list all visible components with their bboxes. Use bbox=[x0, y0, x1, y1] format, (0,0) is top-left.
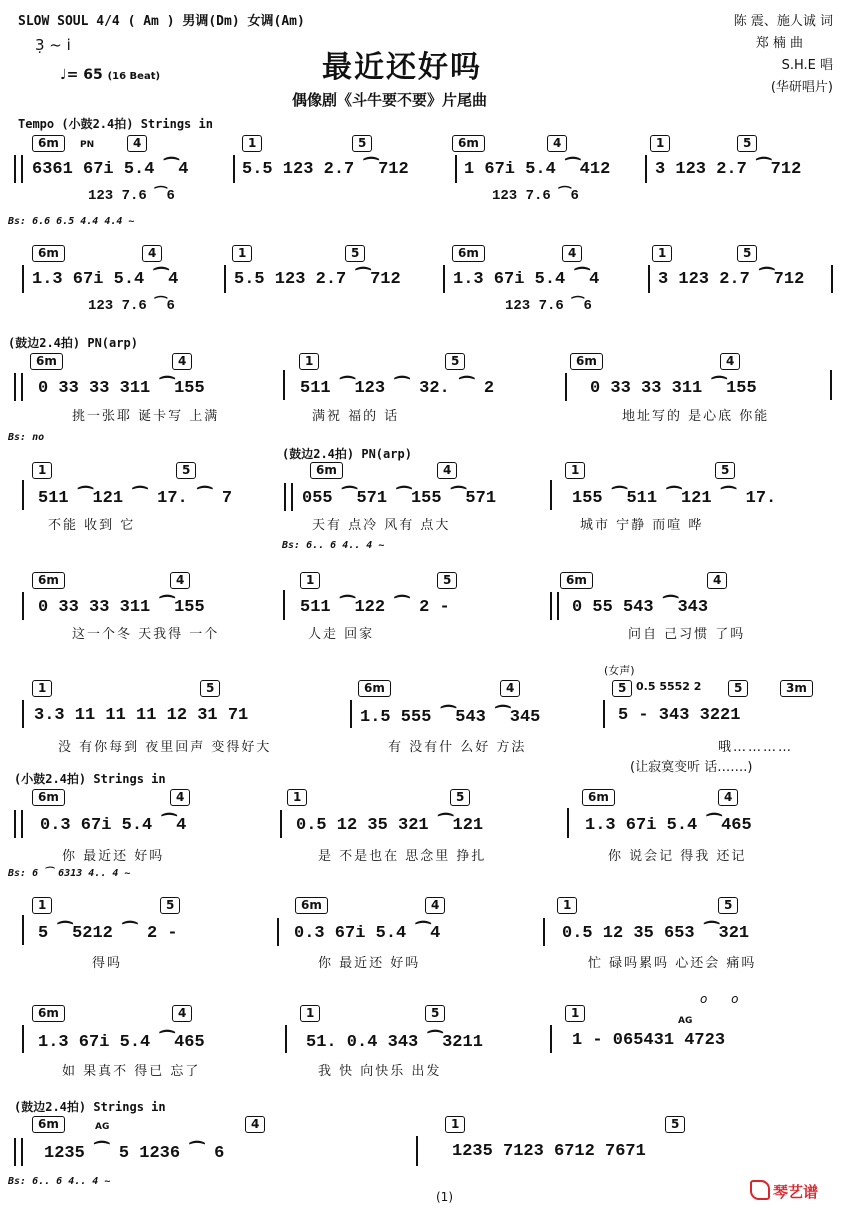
bass-line: Bs: 6.. 6 4.. 4 ~ bbox=[8, 1176, 111, 1187]
lyrics-line: 你 最近还 好吗 bbox=[62, 849, 165, 864]
chord-box: 6m bbox=[452, 245, 485, 262]
chord-box: 1 bbox=[652, 245, 672, 262]
lyrics-line: 满祝 福的 话 bbox=[312, 409, 400, 424]
site-logo: 琴艺谱 bbox=[750, 1180, 818, 1202]
harmony-line: 123 7.6 ⁀6 bbox=[492, 188, 579, 204]
song-subtitle: 偶像剧《斗牛要不要》片尾曲 bbox=[292, 91, 488, 109]
lyrics-line: 问自 己习惯 了吗 bbox=[628, 627, 746, 642]
aside-lyric: (让寂寞变听 话…….) bbox=[630, 760, 753, 775]
barline bbox=[550, 480, 552, 510]
notes-measure: 0 33 33 311 ⁀155 bbox=[590, 379, 757, 398]
voice-range: 3̣ ~ i bbox=[35, 36, 71, 54]
notes-measure: 055 ⁀571 ⁀155 ⁀571 bbox=[302, 489, 497, 508]
chord-box: 1 bbox=[565, 1005, 585, 1022]
chord-box: 1 bbox=[300, 1005, 320, 1022]
harmony-line: 123 7.6 ⁀6 bbox=[88, 298, 175, 314]
chord-box: 5 bbox=[612, 680, 632, 697]
credit-lyrics: 陈 震、施人诚 词 bbox=[733, 14, 833, 29]
chord-box: 4 bbox=[170, 789, 190, 806]
notes-measure: 5 ⁀5212 ⁀ 2 - bbox=[38, 924, 178, 943]
notes-measure: 6361 67i 5.4 ⁀4 bbox=[32, 160, 189, 179]
chord-box: 6m bbox=[310, 462, 343, 479]
barline bbox=[22, 480, 24, 510]
annotation: (鼓边2.4拍) PN(arp) bbox=[282, 447, 412, 461]
chord-box: 5 bbox=[728, 680, 748, 697]
barline bbox=[831, 265, 833, 293]
chord-box: 6m bbox=[32, 1005, 65, 1022]
barline bbox=[567, 808, 569, 838]
chord-box: 1 bbox=[287, 789, 307, 806]
chord-box: 1 bbox=[565, 462, 585, 479]
lyrics-line: 这一个冬 天我得 一个 bbox=[72, 627, 220, 642]
chord-box: 5 bbox=[445, 353, 465, 370]
barline bbox=[645, 155, 647, 183]
repeat-barline bbox=[14, 810, 23, 838]
notes-measure: 1235 7123 6712 7671 bbox=[452, 1142, 646, 1161]
annotation: (小鼓2.4拍) Strings in bbox=[14, 772, 166, 786]
chord-box: 5 bbox=[160, 897, 180, 914]
notes-measure: 0 33 33 311 ⁀155 bbox=[38, 598, 205, 617]
harmony-line: 123 7.6 ⁀6 bbox=[505, 298, 592, 314]
notes-measure: 0.3 67i 5.4 ⁀4 bbox=[294, 924, 441, 943]
annotation: (鼓边2.4拍) PN(arp) bbox=[8, 336, 138, 350]
chord-box: 5 bbox=[425, 1005, 445, 1022]
lyrics-line: 忙 碌吗累吗 心还会 痛吗 bbox=[588, 956, 757, 971]
pn-mark: PN bbox=[80, 140, 95, 150]
barline bbox=[22, 700, 24, 728]
barline bbox=[455, 155, 457, 183]
notes-measure: 3 123 2.7 ⁀712 bbox=[658, 270, 805, 289]
chord-box: 5 bbox=[352, 135, 372, 152]
barline bbox=[830, 370, 832, 400]
chord-box: 4 bbox=[172, 1005, 192, 1022]
barline bbox=[565, 373, 567, 401]
lyrics-line: 挑一张耶 诞卡写 上满 bbox=[72, 409, 220, 424]
barline bbox=[22, 1025, 24, 1053]
ag-mark: AG bbox=[95, 1122, 110, 1132]
notes-measure: 1 67i 5.4 ⁀412 bbox=[464, 160, 611, 179]
lyrics-line: 人走 回家 bbox=[308, 627, 375, 642]
barline bbox=[283, 370, 285, 400]
chord-box: 4 bbox=[437, 462, 457, 479]
chord-box: 1 bbox=[32, 462, 52, 479]
chord-box: 5 bbox=[200, 680, 220, 697]
chord-box: 5 bbox=[665, 1116, 685, 1133]
lyrics-line: 得吗 bbox=[92, 956, 123, 971]
chord-box: 6m bbox=[32, 1116, 65, 1133]
chord-box: 6m bbox=[32, 245, 65, 262]
credit-singer: S.H.E 唱 bbox=[781, 58, 833, 73]
repeat-barline bbox=[284, 483, 293, 511]
chord-box: 6m bbox=[570, 353, 603, 370]
barline bbox=[648, 265, 650, 293]
notes-measure: 155 ⁀511 ⁀121 ⁀ 17. bbox=[572, 489, 777, 508]
chord-box: 6m bbox=[32, 789, 65, 806]
lyrics-line: 我 快 向快乐 出发 bbox=[318, 1064, 442, 1079]
page-number: (1) bbox=[436, 1190, 453, 1204]
lyrics-line: 没 有你每到 夜里回声 变得好大 bbox=[58, 740, 272, 755]
barline bbox=[233, 155, 235, 183]
notes-measure: 0.3 67i 5.4 ⁀4 bbox=[40, 816, 187, 835]
barline bbox=[280, 810, 282, 838]
barline bbox=[416, 1136, 418, 1166]
chord-box: 1 bbox=[32, 680, 52, 697]
chord-box: 5 bbox=[345, 245, 365, 262]
credit-label: (华研唱片) bbox=[770, 80, 833, 95]
logo-icon bbox=[750, 1180, 770, 1200]
circle-marks: o o bbox=[700, 992, 749, 1006]
chord-box: 6m bbox=[32, 572, 65, 589]
notes-measure: 3.3 11 11 11 12 31 71 bbox=[34, 706, 249, 725]
chord-box: 4 bbox=[170, 572, 190, 589]
chord-box: 1 bbox=[650, 135, 670, 152]
chord-box: 4 bbox=[720, 353, 740, 370]
notes-measure: 51. 0.4 343 ⁀3211 bbox=[306, 1033, 483, 1052]
barline bbox=[224, 265, 226, 293]
chord-box: 4 bbox=[142, 245, 162, 262]
barline bbox=[543, 918, 545, 946]
chord-box: 5 bbox=[737, 135, 757, 152]
lyrics-line: 你 说会记 得我 还记 bbox=[608, 849, 747, 864]
barline bbox=[350, 700, 352, 728]
chord-box: 6m bbox=[32, 135, 65, 152]
lyrics-line: 是 不是也在 思念里 挣扎 bbox=[318, 849, 487, 864]
tempo: ♩= 65 (16 Beat) bbox=[60, 67, 161, 83]
notes-measure: 1.3 67i 5.4 ⁀465 bbox=[585, 816, 752, 835]
chord-box: 3m bbox=[780, 680, 813, 697]
barline bbox=[283, 590, 285, 620]
lyrics-line: 有 没有什 么好 方法 bbox=[388, 740, 527, 755]
chord-box: 4 bbox=[127, 135, 147, 152]
notes-measure: 1.3 67i 5.4 ⁀4 bbox=[32, 270, 179, 289]
barline bbox=[22, 265, 24, 293]
notes-measure: 1235 ⁀ 5 1236 ⁀ 6 bbox=[44, 1144, 225, 1163]
harmony-line: 123 7.6 ⁀6 bbox=[88, 188, 175, 204]
chord-box: 1 bbox=[232, 245, 252, 262]
chord-box: 1 bbox=[299, 353, 319, 370]
notes-measure: 511 ⁀122 ⁀ 2 - bbox=[300, 598, 450, 617]
notes-measure: 1 - 065431 4723 bbox=[572, 1031, 726, 1050]
song-meta: SLOW SOUL 4/4 ( Am ) 男调(Dm) 女调(Am) bbox=[18, 14, 305, 29]
chord-box: 6m bbox=[452, 135, 485, 152]
repeat-barline bbox=[14, 155, 23, 183]
notes-measure: 1.5 555 ⁀543 ⁀345 bbox=[360, 708, 541, 727]
chord-box: 4 bbox=[562, 245, 582, 262]
chord-box: 4 bbox=[718, 789, 738, 806]
chord-box: 6m bbox=[582, 789, 615, 806]
notes-measure: 5.5 123 2.7 ⁀712 bbox=[234, 270, 401, 289]
chord-box: 5 bbox=[715, 462, 735, 479]
notes-measure: 5 - 343 3221 bbox=[618, 706, 741, 725]
chord-box: 4 bbox=[245, 1116, 265, 1133]
annotation: (女声) bbox=[604, 664, 635, 677]
chord-box: 1 bbox=[445, 1116, 465, 1133]
notes-measure: 511 ⁀123 ⁀ 32. ⁀ 2 bbox=[300, 379, 495, 398]
chord-box: 6m bbox=[30, 353, 63, 370]
chord-box: 4 bbox=[707, 572, 727, 589]
notes-measure: 511 ⁀121 ⁀ 17. ⁀ 7 bbox=[38, 489, 233, 508]
notes-measure: 1.3 67i 5.4 ⁀4 bbox=[453, 270, 600, 289]
ag-mark: AG bbox=[678, 1016, 693, 1026]
repeat-barline bbox=[14, 373, 23, 401]
lyrics-line: 你 最近还 好吗 bbox=[318, 956, 421, 971]
annotation: Tempo (小鼓2.4拍) Strings in bbox=[18, 117, 213, 131]
chord-box: 5 bbox=[450, 789, 470, 806]
chord-box: 4 bbox=[547, 135, 567, 152]
chord-box: 6m bbox=[295, 897, 328, 914]
lyrics-line: 不能 收到 它 bbox=[48, 518, 136, 533]
chord-box: 1 bbox=[300, 572, 320, 589]
barline bbox=[22, 915, 24, 945]
small-notes: 0.5 5552 2 bbox=[636, 680, 702, 693]
song-title: 最近还好吗 bbox=[322, 50, 482, 85]
notes-measure: 0.5 12 35 653 ⁀321 bbox=[562, 924, 750, 943]
chord-box: 4 bbox=[172, 353, 192, 370]
notes-measure: 1.3 67i 5.4 ⁀465 bbox=[38, 1033, 205, 1052]
notes-measure: 0 33 33 311 ⁀155 bbox=[38, 379, 205, 398]
notes-measure: 0.5 12 35 321 ⁀121 bbox=[296, 816, 484, 835]
lyrics-line: 哦………… bbox=[718, 740, 794, 755]
bass-line: Bs: 6.6 6.5 4.4 4.4 ~ bbox=[8, 216, 135, 227]
notes-measure: 3 123 2.7 ⁀712 bbox=[655, 160, 802, 179]
chord-box: 4 bbox=[425, 897, 445, 914]
repeat-barline bbox=[14, 1138, 23, 1166]
repeat-barline bbox=[550, 592, 559, 620]
annotation: (鼓边2.4拍) Strings in bbox=[14, 1100, 166, 1114]
chord-box: 5 bbox=[176, 462, 196, 479]
chord-box: 5 bbox=[437, 572, 457, 589]
barline bbox=[603, 700, 605, 728]
chord-box: 6m bbox=[358, 680, 391, 697]
bass-line: Bs: no bbox=[8, 432, 45, 443]
notes-measure: 5.5 123 2.7 ⁀712 bbox=[242, 160, 409, 179]
bass-line: Bs: 6 ⁀ 6313 4.. 4 ~ bbox=[8, 868, 131, 879]
chord-box: 5 bbox=[737, 245, 757, 262]
lyrics-line: 天有 点冷 风有 点大 bbox=[312, 518, 451, 533]
barline bbox=[443, 265, 445, 293]
barline bbox=[22, 592, 24, 620]
barline bbox=[550, 1025, 552, 1053]
notes-measure: 0 55 543 ⁀343 bbox=[572, 598, 709, 617]
credit-music: 郑 楠 曲 bbox=[755, 36, 803, 51]
barline bbox=[285, 1025, 287, 1053]
chord-box: 5 bbox=[718, 897, 738, 914]
chord-box: 4 bbox=[500, 680, 520, 697]
chord-box: 6m bbox=[560, 572, 593, 589]
chord-box: 1 bbox=[557, 897, 577, 914]
bass-line: Bs: 6.. 6 4.. 4 ~ bbox=[282, 540, 385, 551]
lyrics-line: 城市 宁静 而喧 哗 bbox=[580, 518, 704, 533]
chord-box: 1 bbox=[32, 897, 52, 914]
chord-box: 1 bbox=[242, 135, 262, 152]
lyrics-line: 地址写的 是心底 你能 bbox=[622, 409, 770, 424]
lyrics-line: 如 果真不 得已 忘了 bbox=[62, 1064, 201, 1079]
barline bbox=[277, 918, 279, 946]
